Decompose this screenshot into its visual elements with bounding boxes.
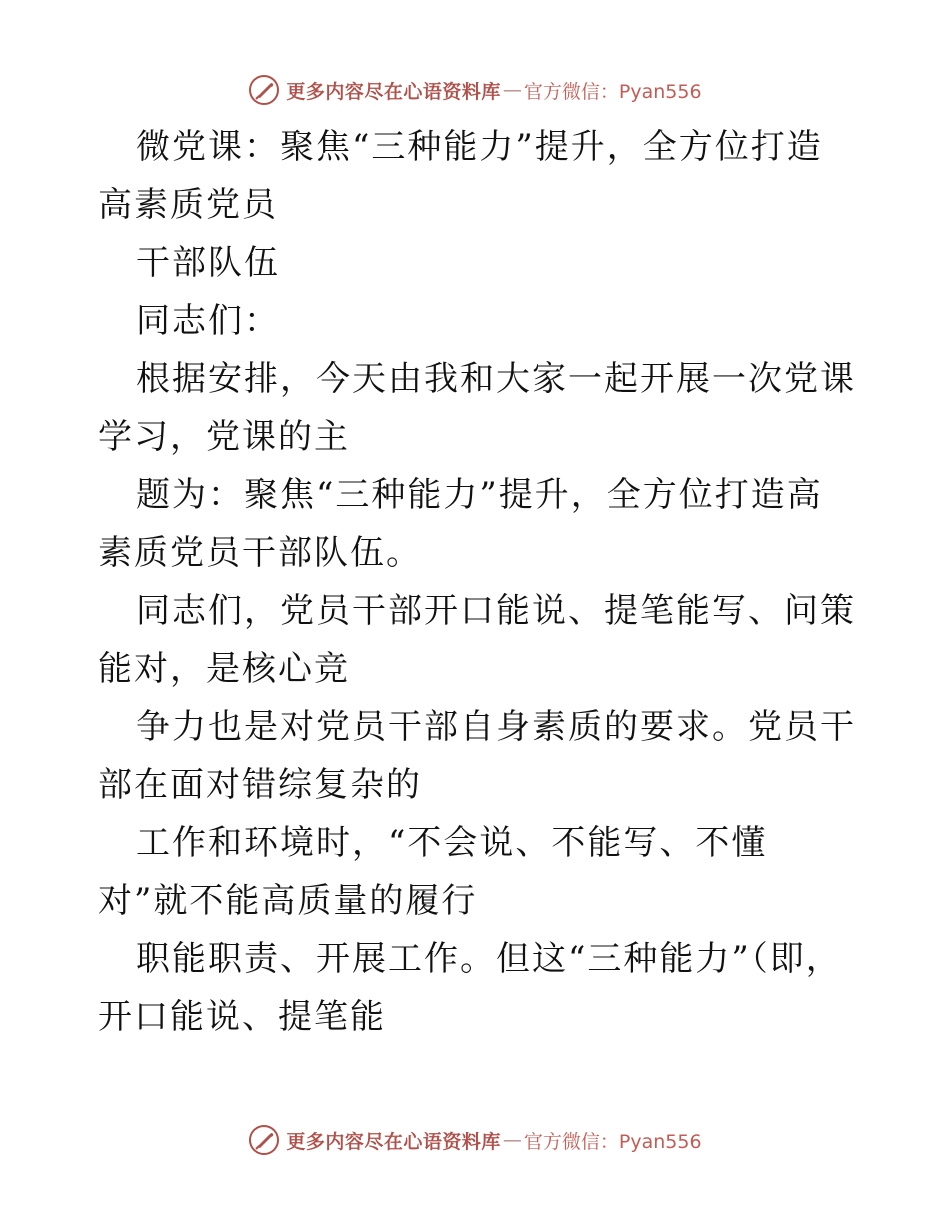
paragraph: 根据安排，今天由我和大家一起开展一次党课学习，党课的主 xyxy=(98,359,856,457)
watermark-separator: — xyxy=(502,1129,522,1151)
feather-pen-icon xyxy=(248,1124,280,1156)
watermark-brand: 更多内容尽在心语资料库 xyxy=(286,1130,501,1153)
paragraph: 题为：聚焦“三种能力”提升，全方位打造高素质党员干部队伍。 xyxy=(98,475,823,573)
paragraph: 同志们： xyxy=(136,301,280,341)
paragraph: 争力也是对党员干部自身素质的要求。党员干部在面对错综复杂的 xyxy=(98,707,856,805)
watermark-wechat: 官方微信：Pyan556 xyxy=(523,1130,702,1153)
document-body xyxy=(98,118,858,1046)
watermark-brand: 更多内容尽在心语资料库 xyxy=(286,80,501,103)
watermark-separator: — xyxy=(502,79,522,101)
paragraph: 同志们，党员干部开口能说、提笔能写、问策能对，是核心竞 xyxy=(98,591,856,689)
paragraph: 干部队伍 xyxy=(136,243,280,283)
paragraph: 微党课：聚焦“三种能力”提升，全方位打造高素质党员 xyxy=(98,127,823,225)
watermark-wechat: 官方微信：Pyan556 xyxy=(523,80,702,103)
paragraph: 职能职责、开展工作。但这“三种能力”（即，开口能说、提笔能 xyxy=(98,939,842,1037)
feather-pen-icon xyxy=(248,74,280,106)
header-watermark xyxy=(0,70,950,110)
footer-watermark xyxy=(0,1120,950,1160)
paragraph: 工作和环境时，“不会说、不能写、不懂对”就不能高质量的履行 xyxy=(98,823,768,921)
